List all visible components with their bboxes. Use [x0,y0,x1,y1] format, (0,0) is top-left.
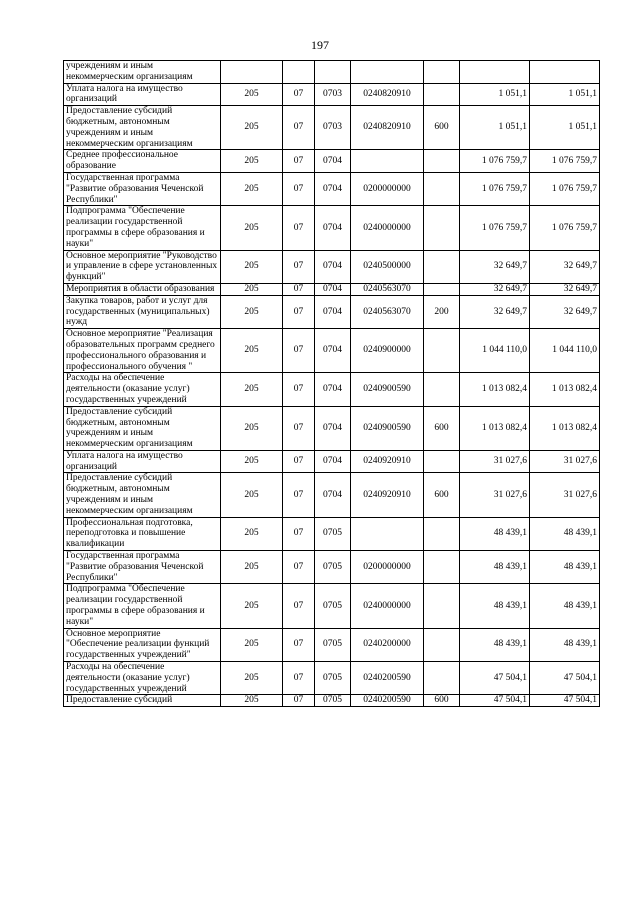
cell-sum-1: 48 439,1 [460,517,530,550]
cell-sum-1 [460,61,530,84]
cell-grbs: 205 [221,628,283,661]
table-row [64,172,600,205]
table-row [64,150,600,173]
cell-rz: 07 [283,295,315,328]
cell-csr: 0240500000 [351,250,424,283]
cell-grbs: 205 [221,106,283,150]
cell-csr: 0240200000 [351,628,424,661]
cell-rz: 07 [283,150,315,173]
cell-name: Основное мероприятие "Реализация образовательных программ среднего профессионального образования и профессионального обучения " [64,329,221,373]
cell-vr [424,283,460,295]
cell-vr [424,373,460,406]
cell-rz: 07 [283,250,315,283]
cell-sum-1: 1 051,1 [460,83,530,106]
cell-sum-1: 1 076 759,7 [460,172,530,205]
cell-sum-1: 1 076 759,7 [460,150,530,173]
budget-table-body [64,61,600,707]
cell-rz: 07 [283,450,315,473]
cell-pr [315,61,351,84]
cell-vr: 600 [424,406,460,450]
cell-name: Государственная программа "Развитие образования Чеченской Республики" [64,551,221,584]
cell-sum-1: 48 439,1 [460,584,530,628]
cell-rz: 07 [283,206,315,250]
cell-sum-2: 47 504,1 [530,662,600,695]
cell-name: Уплата налога на имущество организаций [64,83,221,106]
cell-name: Предоставление субсидий бюджетным, автономным учреждениям и иным некоммерческим организациям [64,406,221,450]
cell-pr: 0705 [315,628,351,661]
cell-grbs [221,61,283,84]
cell-sum-2: 48 439,1 [530,517,600,550]
table-row [64,329,600,373]
cell-rz: 07 [283,662,315,695]
cell-sum-1: 47 504,1 [460,695,530,707]
cell-grbs: 205 [221,83,283,106]
cell-sum-2: 1 051,1 [530,106,600,150]
cell-pr: 0705 [315,517,351,550]
cell-sum-2: 32 649,7 [530,283,600,295]
cell-sum-1: 32 649,7 [460,283,530,295]
table-row [64,662,600,695]
cell-sum-2: 1 013 082,4 [530,406,600,450]
cell-csr: 0240200590 [351,662,424,695]
cell-csr: 0240900590 [351,406,424,450]
cell-grbs: 205 [221,473,283,517]
cell-rz: 07 [283,473,315,517]
table-row [64,250,600,283]
cell-csr: 0200000000 [351,551,424,584]
cell-rz [283,61,315,84]
cell-name: Расходы на обеспечение деятельности (оказание услуг) государственных учреждений [64,373,221,406]
cell-vr [424,83,460,106]
cell-sum-1: 31 027,6 [460,473,530,517]
cell-sum-1: 1 076 759,7 [460,206,530,250]
table-row [64,106,600,150]
cell-pr: 0705 [315,695,351,707]
cell-pr: 0704 [315,206,351,250]
table-row [64,695,600,707]
cell-grbs: 205 [221,695,283,707]
cell-pr: 0704 [315,373,351,406]
cell-csr: 0200000000 [351,172,424,205]
cell-rz: 07 [283,373,315,406]
cell-name: Уплата налога на имущество организаций [64,450,221,473]
cell-pr: 0704 [315,406,351,450]
cell-grbs: 205 [221,584,283,628]
cell-csr [351,517,424,550]
cell-csr: 0240200590 [351,695,424,707]
cell-name: Подпрограмма "Обеспечение реализации государственной программы в сфере образования и науки" [64,584,221,628]
cell-grbs: 205 [221,406,283,450]
cell-name: Профессиональная подготовка, переподготовка и повышение квалификации [64,517,221,550]
cell-sum-1: 32 649,7 [460,250,530,283]
cell-grbs: 205 [221,373,283,406]
cell-sum-2: 1 051,1 [530,83,600,106]
cell-csr: 0240920910 [351,450,424,473]
table-row [64,61,600,84]
cell-name: Государственная программа "Развитие образования Чеченской Республики" [64,172,221,205]
cell-vr: 600 [424,473,460,517]
cell-sum-1: 31 027,6 [460,450,530,473]
cell-sum-1: 48 439,1 [460,551,530,584]
cell-vr [424,584,460,628]
cell-sum-1: 1 013 082,4 [460,406,530,450]
cell-name: Расходы на обеспечение деятельности (оказание услуг) государственных учреждений [64,662,221,695]
cell-sum-1: 47 504,1 [460,662,530,695]
cell-sum-2: 32 649,7 [530,250,600,283]
cell-name: Среднее профессиональное образование [64,150,221,173]
table-row [64,406,600,450]
cell-rz: 07 [283,329,315,373]
cell-sum-2: 1 076 759,7 [530,150,600,173]
cell-sum-2: 48 439,1 [530,584,600,628]
cell-vr [424,662,460,695]
cell-grbs: 205 [221,295,283,328]
cell-csr: 0240000000 [351,206,424,250]
cell-pr: 0705 [315,662,351,695]
cell-rz: 07 [283,551,315,584]
cell-vr [424,450,460,473]
cell-pr: 0703 [315,83,351,106]
cell-pr: 0704 [315,295,351,328]
cell-sum-2: 1 076 759,7 [530,172,600,205]
cell-sum-1: 1 051,1 [460,106,530,150]
cell-csr: 0240900590 [351,373,424,406]
cell-vr: 200 [424,295,460,328]
table-row [64,450,600,473]
cell-grbs: 205 [221,517,283,550]
cell-grbs: 205 [221,283,283,295]
cell-rz: 07 [283,628,315,661]
cell-rz: 07 [283,106,315,150]
cell-csr: 0240000000 [351,584,424,628]
cell-sum-1: 48 439,1 [460,628,530,661]
cell-grbs: 205 [221,172,283,205]
cell-vr [424,517,460,550]
cell-sum-2: 1 044 110,0 [530,329,600,373]
table-row [64,517,600,550]
cell-pr: 0705 [315,551,351,584]
table-row [64,83,600,106]
table-row [64,628,600,661]
cell-grbs: 205 [221,150,283,173]
cell-grbs: 205 [221,551,283,584]
cell-rz: 07 [283,584,315,628]
cell-sum-1: 32 649,7 [460,295,530,328]
cell-vr: 600 [424,106,460,150]
cell-rz: 07 [283,172,315,205]
cell-sum-2: 1 013 082,4 [530,373,600,406]
cell-pr: 0704 [315,172,351,205]
cell-vr [424,61,460,84]
cell-csr [351,61,424,84]
cell-sum-2: 48 439,1 [530,551,600,584]
cell-name: Мероприятия в области образования [64,283,221,295]
cell-rz: 07 [283,283,315,295]
cell-sum-2: 48 439,1 [530,628,600,661]
cell-vr [424,206,460,250]
cell-rz: 07 [283,517,315,550]
cell-csr [351,150,424,173]
cell-sum-2: 1 076 759,7 [530,206,600,250]
cell-vr: 600 [424,695,460,707]
cell-csr: 0240920910 [351,473,424,517]
budget-table [63,60,600,707]
cell-csr: 0240820910 [351,106,424,150]
cell-grbs: 205 [221,662,283,695]
table-row [64,283,600,295]
cell-vr [424,551,460,584]
cell-sum-2: 47 504,1 [530,695,600,707]
cell-vr [424,150,460,173]
table-row [64,473,600,517]
cell-vr [424,628,460,661]
page-number: 197 [311,38,329,52]
cell-pr: 0704 [315,450,351,473]
cell-grbs: 205 [221,250,283,283]
cell-sum-2: 31 027,6 [530,473,600,517]
table-row [64,295,600,328]
cell-name: Предоставление субсидий [64,695,221,707]
cell-sum-2 [530,61,600,84]
cell-sum-1: 1 013 082,4 [460,373,530,406]
cell-csr: 0240563070 [351,295,424,328]
cell-name: Предоставление субсидий бюджетным, автономным учреждениям и иным некоммерческим организациям [64,473,221,517]
table-row [64,373,600,406]
cell-grbs: 205 [221,329,283,373]
cell-pr: 0704 [315,283,351,295]
cell-vr [424,172,460,205]
cell-rz: 07 [283,695,315,707]
cell-csr: 0240900000 [351,329,424,373]
cell-rz: 07 [283,83,315,106]
table-row [64,551,600,584]
cell-vr [424,250,460,283]
cell-pr: 0704 [315,150,351,173]
cell-name: Основное мероприятие "Руководство и управление в сфере установленных функций" [64,250,221,283]
cell-csr: 0240563070 [351,283,424,295]
cell-pr: 0705 [315,584,351,628]
cell-grbs: 205 [221,450,283,473]
cell-csr: 0240820910 [351,83,424,106]
cell-pr: 0704 [315,250,351,283]
cell-sum-2: 32 649,7 [530,295,600,328]
table-row [64,206,600,250]
cell-pr: 0704 [315,473,351,517]
cell-vr [424,329,460,373]
cell-sum-2: 31 027,6 [530,450,600,473]
table-row [64,584,600,628]
cell-rz: 07 [283,406,315,450]
cell-name: Основное мероприятие "Обеспечение реализации функций государственных учреждений" [64,628,221,661]
cell-name: Закупка товаров, работ и услуг для государственных (муниципальных) нужд [64,295,221,328]
cell-name: Подпрограмма "Обеспечение реализации государственной программы в сфере образования и науки" [64,206,221,250]
cell-sum-1: 1 044 110,0 [460,329,530,373]
cell-grbs: 205 [221,206,283,250]
cell-pr: 0704 [315,329,351,373]
cell-pr: 0703 [315,106,351,150]
cell-name: Предоставление субсидий бюджетным, автономным учреждениям и иным некоммерческим организациям [64,106,221,150]
cell-name: учреждениям и иным некоммерческим организациям [64,61,221,84]
